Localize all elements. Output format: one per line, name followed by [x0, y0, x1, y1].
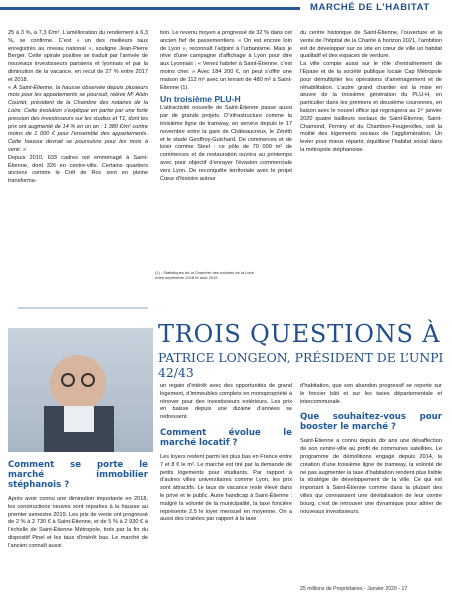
- interview-column-1: [8, 456, 148, 551]
- paragraph: tion. Le revenu moyen a progressé de 32 % dans cet ancien fief de passementiers. « On est encore loin de Lyon », reconnaît l’adjoint à l’urbanisme. Mais je rêve d’une campagne d’affichage à Lyon pour dire aux Lyonnais : « Venez habiter à Saint-Étienne, c’est moins cher. » Avec 184 200 €, on peut s’offrir une maison de 112 m² avec un terrain de 480 m² à Saint-Étienne (1).: [160, 30, 292, 91]
- portrait-svg: [8, 328, 153, 452]
- statistics-svg: [8, 268, 153, 318]
- answer-1: Après avoir connu une diminution importante en 2018, les constructions neuves sont reparties à la hausse au premier semestre 2019. Les prix de vente ont progressé de 2 % à 2 730 € à Saint-Étienne, et de 5 % à 2 930 € à l’échelle de Saint-Étienne Métropole, tirés par la fin du dispositif Pinel et les taux d’intérêt bas. Le marché de l’ancien connaît aussi: [8, 496, 148, 549]
- paragraph: du centre historique de Saint-Étienne, l’ouverture et la vente de l’hôpital de la Charité à horizon 2021, l’ambition est de développer sur ce site en cœur de ville un habitat qualitatif et des espaces de verdure.: [300, 30, 442, 60]
- interview-column-3: [300, 383, 442, 516]
- article-column-1: [8, 30, 148, 186]
- quote-paragraph: « À Saint-Étienne, la hausse observée depuis plusieurs mois pour les appartements se poursuit, relève Mᵉ Alain Courtet, président de la Chambre des notaires de la Loire. Cette évolution s’explique en partie par une forte pression des investisseurs sur les studios et T1, dont les prix ont augmenté de 14 % en un an : 1 380 €/m² contre moins de 1 000 € pour l’ensemble des appartements. Cette hausse devrait se poursuivre pour les mois à venir. »: [8, 84, 148, 153]
- answer-2-continued: d’habitation, que son abandon progressif se reporte sur le foncier bâti et sur les taxes départementale et intercommunale.: [300, 383, 442, 405]
- section-heading: Un troisième PLU-H: [160, 94, 241, 105]
- interview-subtitle: PATRICE LONGEON, PRÉSIDENT DE L’UNPI 42/43: [158, 350, 444, 380]
- page-footer: 25 millions de Propriétaires - Janvier 2020 - 17: [300, 586, 408, 592]
- answer-3: Saint-Étienne a connu depuis dix ans une désaffection de son centre-ville au profit de communes satellites. Le programme de démolitions engagé depuis 2014, la création d’une troisième ligne de tramway, la volonté de ne pas augmenter la taxe d’habitation rendent plus lisible la stratégie de développement de la ville. Ce qui est important à Saint-Étienne comme dans la plupart des villes qui connaissent une dévitalisation de leur centre bourg, c’est de retrouver une dynamique pour attirer de nouveaux investisseurs.: [300, 438, 442, 515]
- interview-title: TROIS QUESTIONS À: [158, 320, 441, 348]
- portrait-photo: [8, 328, 153, 452]
- chart-caption: (1) : Statistiques de la Chambre des notaires de la Loire entre septembre 2018 et août 2019.: [155, 270, 254, 280]
- question-2: Comment évolue le marché locatif ?: [160, 427, 292, 448]
- page-header: [0, 0, 452, 19]
- paragraph: Depuis 2010, 633 cadres ont emménagé à Saint-Étienne, dont 326 en centre-ville. Certains quartiers anciens comme le Crêt de Roc sont en pleine transforma-: [8, 154, 148, 185]
- article-column-2: [160, 30, 292, 183]
- question-3: Que souhaitez-vous pour booster le marché ?: [300, 412, 442, 433]
- interview-column-2: [160, 383, 292, 524]
- question-1: Comment se porte le marché immobilier stéphanois ?: [8, 460, 148, 490]
- header-bar: [0, 7, 300, 10]
- answer-2: Les loyers restent parmi les plus bas en France entre 7 et 8 € le m². Le marché est tiré par la demande de petits logements pour étudiants. Par rapport à d’autres villes universitaires comme Lyon, les prix sont attractifs. Le taux de vacance reste élevé dans le privé et le public. Autre handicap à Saint-Étienne : malgré la volonté de la municipalité, la taxe foncière représente 2,5 le loyer mensuel en moyenne. On a aussi des craintes par rapport à la taxe: [160, 453, 292, 523]
- paragraph: La ville compte aussi sur le rôle d’entraînement de l’Epase et de la société publique locale Cap Métropole pour démultiplier les opérations d’aménagement et de réhabilitation. L’autre grand chantier est la mise en œuvre de la troisième génération du PLU-H, en particulier dans les premiers et deuxième couronnes, en liaison avec le nouvel office qui regroupera au 1ᵉʳ janvier 2020 quatre bailleurs sociaux de Saint-Étienne, Saint-Chamond, Firminy et du Chambon-Feugerolles, soit la moitié des logements sociaux de l’agglomération. Un levier pour mieux répartir, équilibrer l’habitat social dans la métropole stéphanoise.: [300, 61, 442, 153]
- article-column-3: [300, 30, 442, 155]
- paragraph: 25 à 3 %, à 7,3 €/m². L’amélioration du rendement à 6,3 %, se confirme. C’est « un des meilleurs taux enregistrés au niveau national », souligne Jean-Pierre Berger. Cette spirale positive se traduit par l’arrivée de nouveaux investisseurs parisiens et lyonnais et par la diminution de la vacance, en recul de 27 % entre 2017 et 2018.: [8, 30, 148, 83]
- section-title: MARCHÉ DE L’HABITAT: [310, 2, 430, 13]
- statistics-graphic: [8, 268, 153, 318]
- paragraph: L’attractivité nouvelle de Saint-Étienne passe aussi par de grands projets. D’infrastructure comme la troisième ligne de tramway, en service depuis le 17 novembre entre la gare de Châteaucreux, le Zénith et le stade Geoffroy-Guichard. De commerces et de loisir comme Steel : ce pôle de 70 000 m² de commerces et de restauration ouvrira au printemps avec pour objectif d’enrayer l’évasion commerciale vers Lyon. De reconquête territoriale avec le projet Cœur d’histoire autour: [160, 105, 292, 182]
- answer-1-continued: un regain d’intérêt avec des opportunités de grand logement, d’immeubles complets en monopropriété à rénover pour des investisseurs extérieurs. Les prix en baisse depuis une dizaine d’années se redressent.: [160, 383, 292, 421]
